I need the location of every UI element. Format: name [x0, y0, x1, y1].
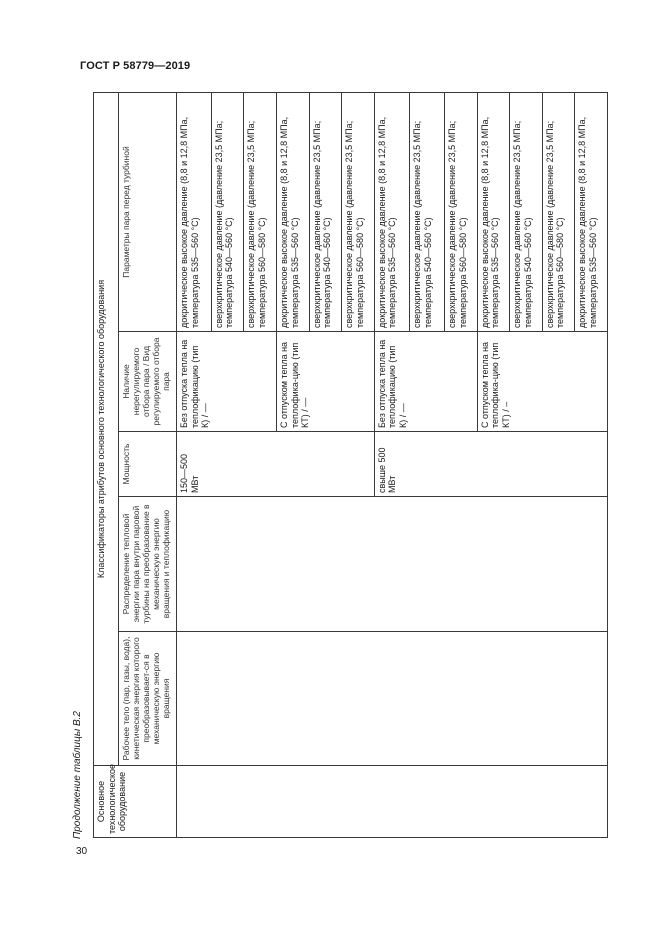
steam-param-cell: сверхкритическое давление (давление 23,5 МПа; температура 560—580 °С)	[244, 93, 277, 332]
power-cell: свыше 500 МВт	[374, 432, 607, 497]
main-equipment-cell	[177, 766, 608, 838]
col-header-main-equipment: Основное технологическое оборудование	[94, 766, 177, 838]
table-continuation-caption: Продолжение таблицы В.2	[72, 711, 83, 839]
col-header-working-fluid: Рабочее тело (пар, газы, вода), кинетическая энергия которого преобразовывает-ся в механическую энергию вращения	[119, 632, 177, 766]
page-number: 30	[76, 846, 88, 857]
rotated-table	[93, 93, 608, 838]
steam-param-cell: сверхкритическое давление (давление 23,5 МПа; температура 540—560 °С)	[510, 93, 543, 332]
extraction-cell: С отпуском тепла на теплофика-цию (тип КТ) / –	[477, 332, 607, 432]
steam-param-cell: сверхкритическое давление (давление 23,5 МПа; температура 560—580 °С)	[542, 93, 575, 332]
extraction-cell: Без отпуска тепла на теплофикацию (тип К) / —	[177, 332, 277, 432]
classifiers-group-header: Классификаторы атрибутов основного технологического оборудования	[94, 93, 119, 766]
steam-param-cell: докритическое высокое давление (8,8 и 12,8 МПа, температура 535—560 °С)	[575, 93, 608, 332]
steam-param-cell: сверхкритическое давление (давление 23,5 МПа; температура 540—560 °С)	[410, 93, 445, 332]
col-header-extraction: Наличие нерегулируемого отбора пара / Вид регулируемого отбора пара	[119, 332, 177, 432]
heat-distribution-cell	[177, 497, 608, 632]
steam-param-cell: сверхкритическое давление (давление 23,5 МПа; температура 540—560 °С)	[309, 93, 342, 332]
steam-param-cell: сверхкритическое давление (давление 23,5 МПа; температура 560—580 °С)	[445, 93, 478, 332]
equipment-attributes-table	[93, 92, 608, 838]
extraction-cell: С отпуском тепла на теплофика-цию (тип КТ) / —	[276, 332, 374, 432]
steam-param-cell: сверхкритическое давление (давление 23,5 МПа; температура 560—580 °С)	[342, 93, 375, 332]
working-fluid-cell	[177, 632, 608, 766]
steam-param-cell: сверхкритическое давление (давление 23,5 МПа; температура 540—560 °С)	[211, 93, 244, 332]
standard-id: ГОСТ Р 58779—2019	[80, 60, 191, 72]
rotated-table-frame	[93, 93, 608, 838]
extraction-cell: Без отпуска тепла на теплофикацию (тип К) / —	[374, 332, 477, 432]
col-header-heat-distribution: Распределение тепловой энергии пара внутри паровой турбины на преобразование в механическую энергию вращения и теплофикацию	[119, 497, 177, 632]
steam-param-cell: докритическое высокое давление (8,8 и 12,8 МПа, температура 535—560 °С)	[477, 93, 510, 332]
steam-param-cell: докритическое высокое давление (8,8 и 12,8 МПа, температура 535—560 °С)	[374, 93, 410, 332]
power-cell: 150—500 МВт	[177, 432, 375, 497]
col-header-steam-params: Параметры пара перед турбиной	[119, 93, 177, 332]
col-header-power: Мощность	[119, 432, 177, 497]
steam-param-cell: докритическое высокое давление (8,8 и 12,8 МПа, температура 535—560 °С)	[177, 93, 212, 332]
steam-param-cell: докритическое высокое давление (8,8 и 12,8 МПа, температура 535—560 °С)	[276, 93, 309, 332]
